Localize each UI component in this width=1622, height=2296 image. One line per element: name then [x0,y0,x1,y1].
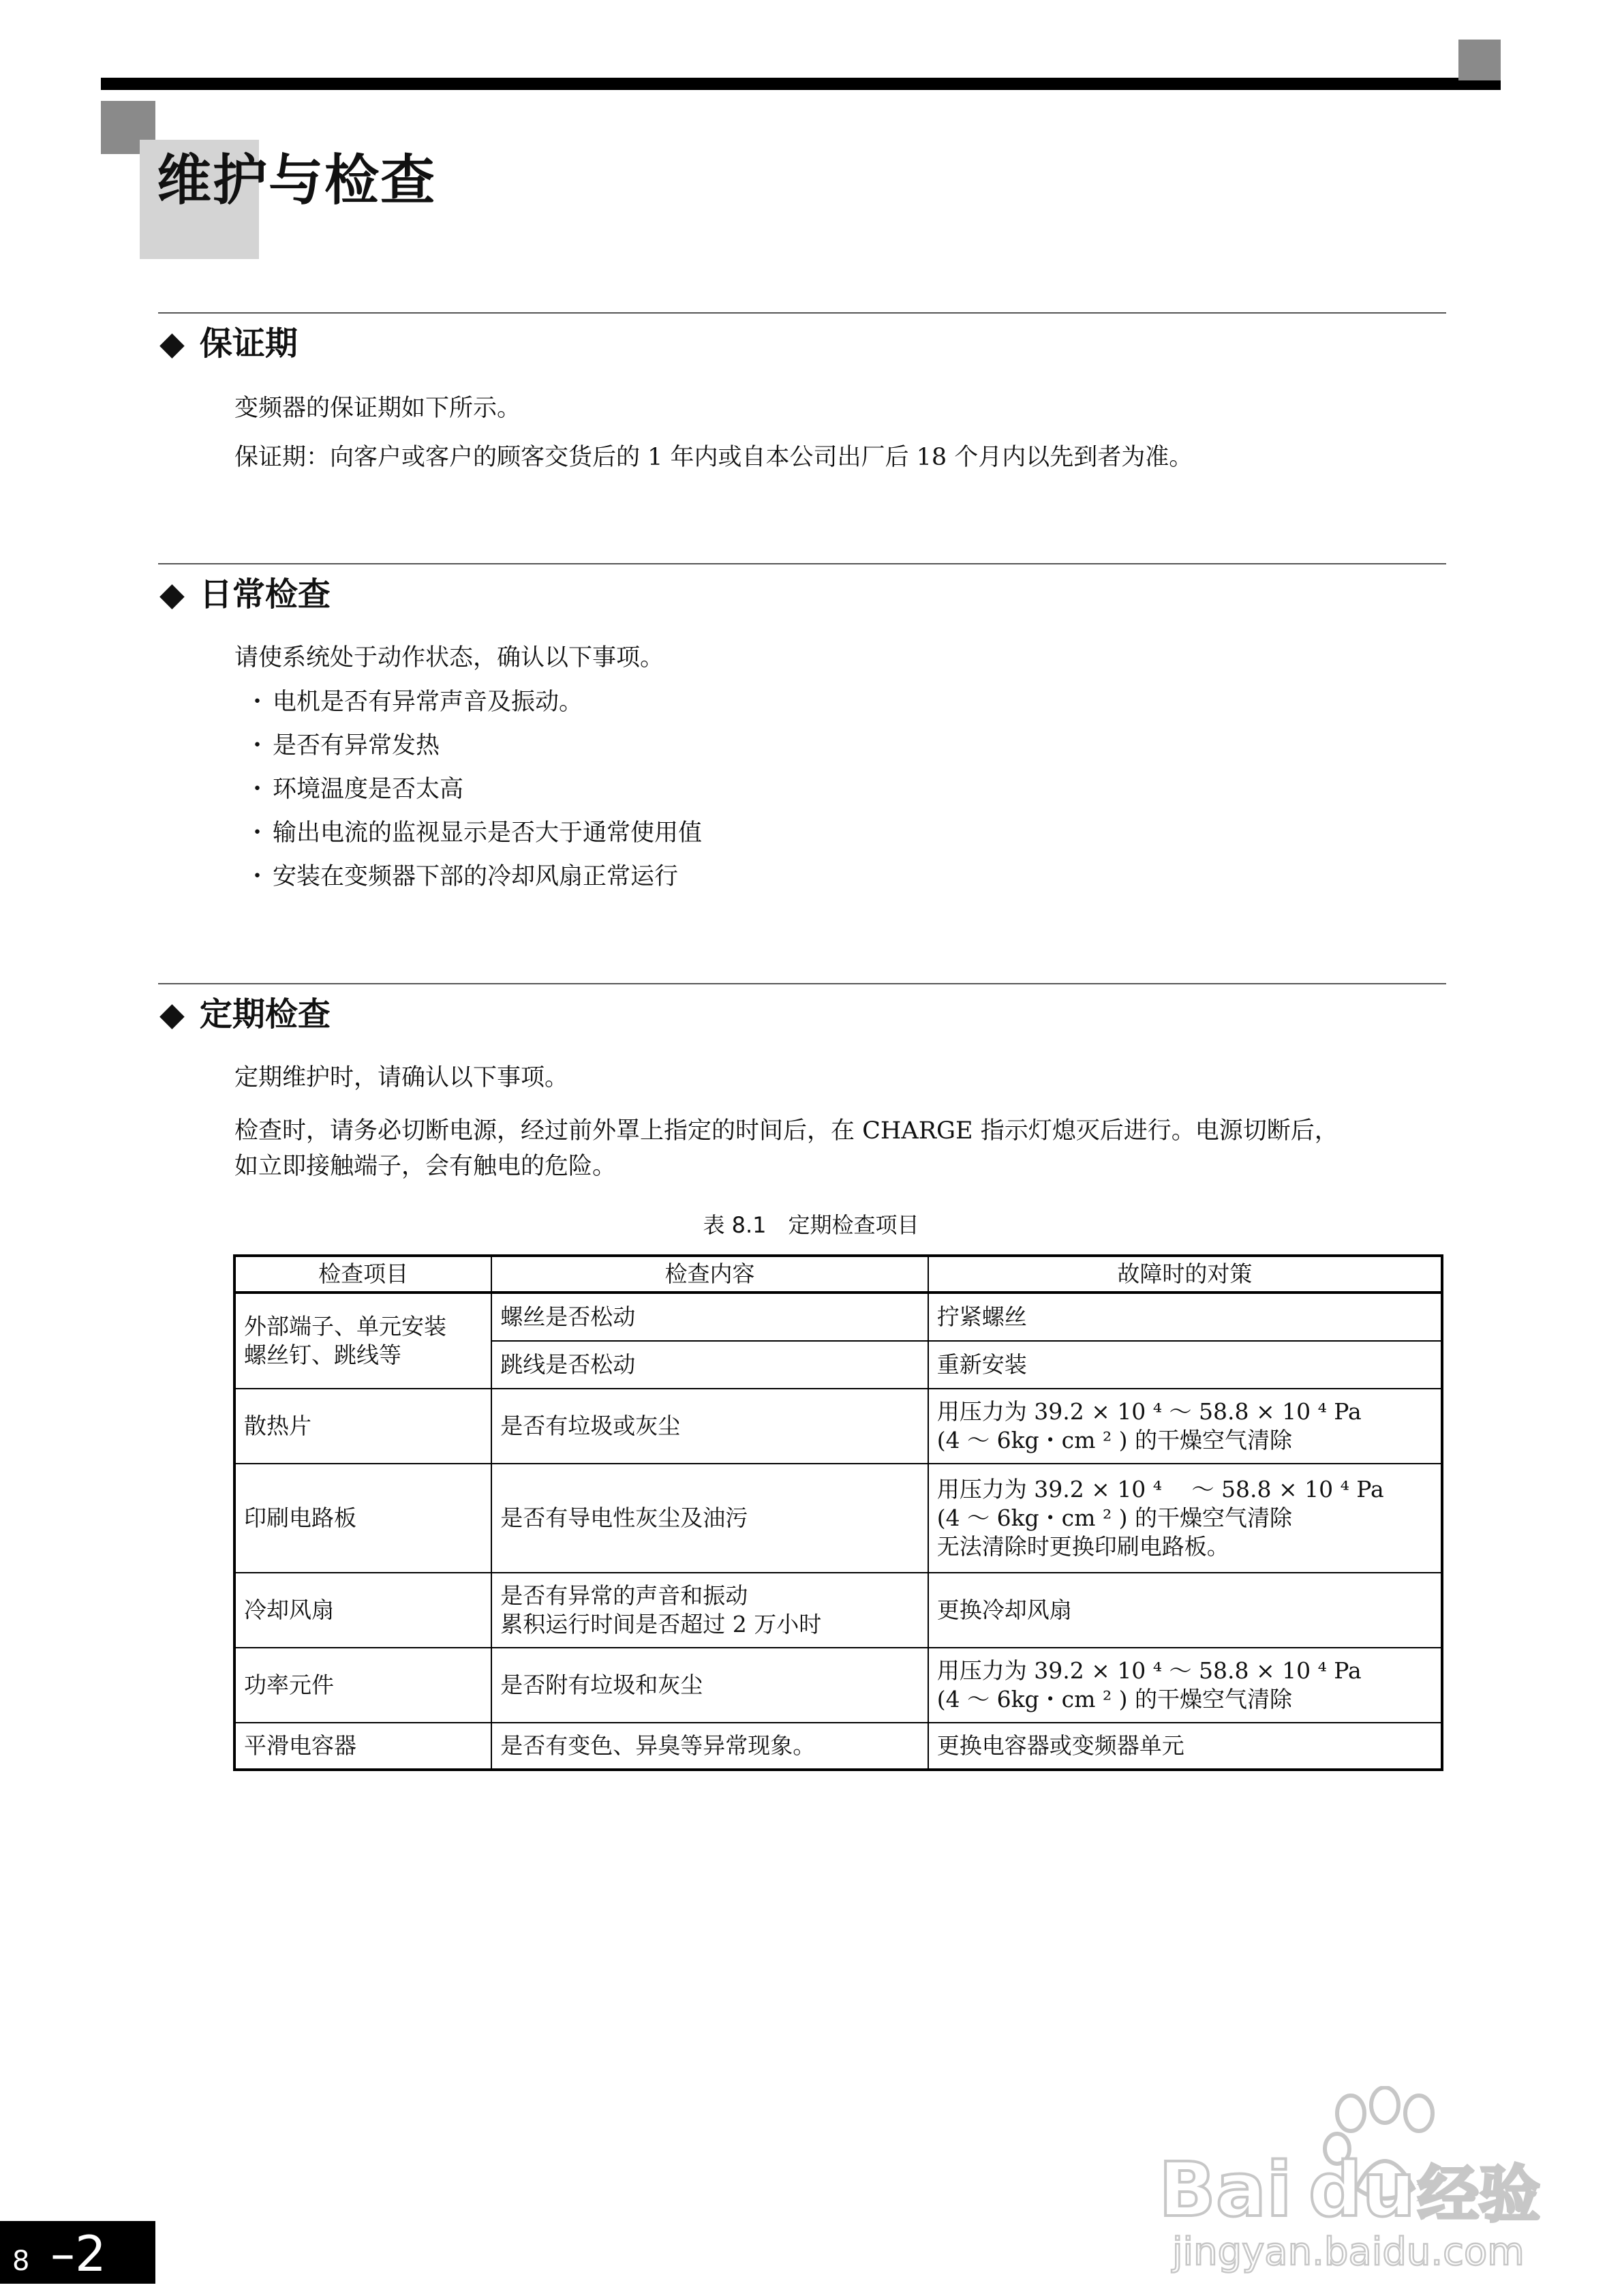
table-cell-measure: 重新安装 [928,1341,1442,1389]
diamond-bullet-icon: ◆ [159,995,185,1033]
table-cell-measure: 用压力为 39.2 × 10 ⁴ ～ 58.8 × 10 ⁴ Pa (4 ～ 6kg・cm ² ) 的干燥空气清除 [928,1648,1442,1723]
column-header: 检查项目 [234,1256,491,1293]
section-divider [158,983,1446,984]
table-header-row [234,1256,1442,1293]
header-corner-block [1458,40,1501,80]
section-divider [158,312,1446,314]
table-cell-content: 跳线是否松动 [491,1341,928,1389]
table-cell-item: 印刷电路板 [234,1464,491,1573]
table-cell-measure: 用压力为 39.2 × 10 ⁴ ～ 58.8 × 10 ⁴ Pa (4 ～ 6kg・cm ² ) 的干燥空气清除 [928,1389,1442,1464]
page-number: –2 [50,2225,106,2282]
section-title: 定期检查 [199,995,331,1033]
svg-text:Bai: Bai [1159,2146,1292,2233]
warranty-line-2: 保证期：向客户或客户的顾客交货后的 1 年内或自本公司出厂后 18 个月内以先到者为准。 [234,444,1193,471]
table-cell-item: 外部端子、单元安装 螺丝钉、跳线等 [234,1293,491,1389]
section-heading-warranty [159,323,298,364]
table-cell-measure: 更换电容器或变频器单元 [928,1723,1442,1770]
table-cell-item: 功率元件 [234,1648,491,1723]
header-rule [101,78,1501,90]
table-row [234,1293,1442,1341]
list-item: ・ 输出电流的监视显示是否大于通常使用值 [245,811,702,855]
table-cell-content: 螺丝是否松动 [491,1293,928,1341]
daily-check-list [245,680,702,898]
daily-intro: 请使系统处于动作状态，确认以下事项。 [234,644,664,671]
page-title: 维护与检查 [157,149,436,212]
section-title: 保证期 [199,324,298,363]
table-row [234,1389,1442,1464]
chapter-number: 8 [12,2246,30,2277]
table-cell-content: 是否附有垃圾和灰尘 [491,1648,928,1723]
section-divider [158,563,1446,564]
inspection-table [233,1254,1443,1771]
table-cell-content: 是否有垃圾或灰尘 [491,1389,928,1464]
svg-text:du: du [1309,2146,1416,2233]
baidu-jingyan-watermark [1152,2086,1547,2277]
section-title: 日常检查 [199,575,331,614]
table-row [234,1464,1442,1573]
column-header: 检查内容 [491,1256,928,1293]
table-cell-content: 是否有异常的声音和振动 累积运行时间是否超过 2 万小时 [491,1573,928,1648]
periodic-line-1: 定期维护时，请确认以下事项。 [234,1064,569,1091]
table-cell-item: 平滑电容器 [234,1723,491,1770]
table-cell-measure: 用压力为 39.2 × 10 ⁴ ～ 58.8 × 10 ⁴ Pa (4 ～ 6kg・cm ² ) 的干燥空气清除 无法清除时更换印刷电路板。 [928,1464,1442,1573]
page-number-tab [0,2221,155,2284]
diamond-bullet-icon: ◆ [159,324,185,363]
table-cell-content: 是否有导电性灰尘及油污 [491,1464,928,1573]
table-cell-item: 散热片 [234,1389,491,1464]
section-heading-daily [159,574,331,615]
list-item: ・ 安装在变频器下部的冷却风扇正常运行 [245,855,702,898]
section-heading-periodic [159,994,331,1035]
table-cell-measure: 拧紧螺丝 [928,1293,1442,1341]
list-item: ・ 是否有异常发热 [245,724,702,768]
periodic-line-3: 如立即接触端子，会有触电的危险。 [234,1153,617,1180]
periodic-line-2: 检查时，请务必切断电源，经过前外罩上指定的时间后，在 CHARGE 指示灯熄灭后进行。电源切断后， [234,1117,1338,1145]
table-row [234,1723,1442,1770]
column-header: 故障时的对策 [928,1256,1442,1293]
diamond-bullet-icon: ◆ [159,575,185,614]
table-cell-measure: 更换冷却风扇 [928,1573,1442,1648]
table-row [234,1648,1442,1723]
table-caption: 表 8.1 定期检查项目 [703,1212,919,1238]
warranty-line-1: 变频器的保证期如下所示。 [234,395,521,422]
list-item: ・ 电机是否有异常声音及振动。 [245,680,702,724]
svg-text:jingyan.baidu.com: jingyan.baidu.com [1172,2230,1525,2274]
table-row [234,1573,1442,1648]
list-item: ・ 环境温度是否太高 [245,768,702,811]
table-cell-item: 冷却风扇 [234,1573,491,1648]
table-cell-content: 是否有变色、异臭等异常现象。 [491,1723,928,1770]
svg-text:经验: 经验 [1418,2159,1540,2231]
